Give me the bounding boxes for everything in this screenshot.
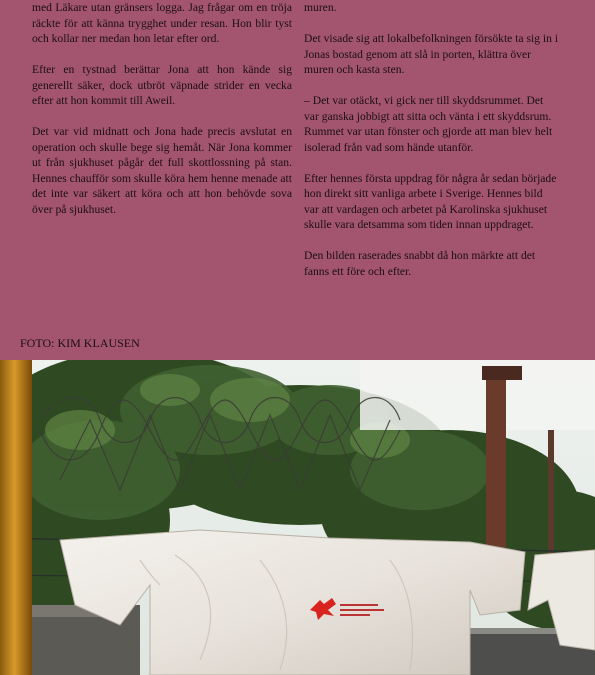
paragraph: muren.	[304, 1, 337, 14]
paragraph: Efter hennes första uppdrag för några år sedan började hon direkt sitt vanliga arbete i Sverige. Hennes bild var att vardagen och arbetet på Karolinska sjukhuset skulle vara detsamma som tiden innan uppdraget.	[304, 171, 557, 231]
article-right-column	[304, 0, 560, 295]
paragraph: Det visade sig att lokalbefolkningen försökte ta sig in i Jonas bostad genom att slå in porten, klättra över muren och kasta sten.	[304, 32, 559, 76]
paragraph: Det var vid midnatt och Jona hade precis avslutat en operation och skulle bege sig hemåt. När Jona kommer ut från sjukhuset pågår det full skottlossning på stan. Hennes chaufför som skulle köra hem henne menade att det inte var säkert att köra och att hon behövde sova över på sjukhuset.	[32, 125, 292, 216]
paragraph: Efter en tystnad berättar Jona att hon kände sig generellt säker, dock utbröt väpnade strider en vecka efter att hon kommit till Aweil.	[32, 63, 292, 107]
article-left-column	[32, 0, 292, 233]
paragraph: med Läkare utan gränsers logga. Jag frågar om en tröja räckte för att känna trygghet under resan. Hon blir tyst och kollar ner medan hon letar efter ord.	[32, 1, 292, 45]
photo-tshirt-on-clothesline	[0, 360, 595, 675]
photo-credit: FOTO: KIM KLAUSEN	[20, 336, 140, 350]
paragraph: – Det var otäckt, vi gick ner till skyddsrummet. Det var ganska jobbigt att sitta och vänta i ett skyddsrum. Rummet var utan fönster och gjorde att man blev helt isolerad från vad som hände utanför.	[304, 94, 553, 154]
paragraph: Den bilden raserades snabbt då hon märkte att det fanns ett före och efter.	[304, 249, 536, 278]
